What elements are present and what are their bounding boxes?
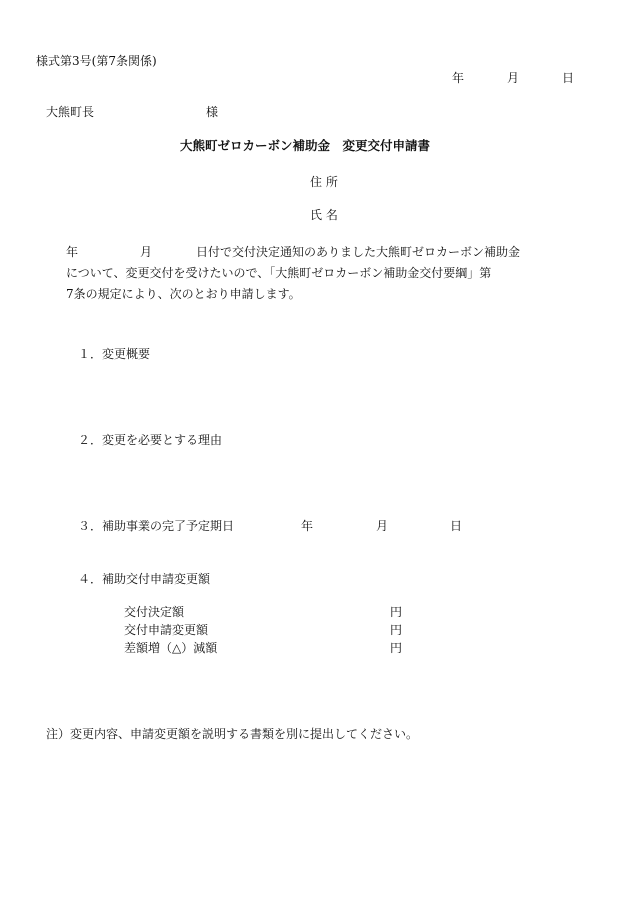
intro-line-2: について、変更交付を受けたいので、「大熊町ゼロカーボン補助金交付要綱」第 <box>66 266 492 280</box>
changed-amount-unit: 円 <box>390 623 403 637</box>
date-year-label: 年 <box>452 71 465 85</box>
intro-paragraph <box>66 242 566 305</box>
difference-amount-label: 差額増（△）減額 <box>124 641 218 655</box>
section-1-heading: １．変更概要 <box>78 347 151 361</box>
addressee-name: 大熊町長 <box>46 105 95 119</box>
decided-amount-unit: 円 <box>390 605 403 619</box>
section-3-heading: ３．補助事業の完了予定期日 <box>78 519 235 533</box>
intro-line-1-rest: 日付で交付決定通知のありました大熊町ゼロカーボン補助金 <box>196 245 521 259</box>
date-day-label: 日 <box>562 71 575 85</box>
section-2-heading: ２．変更を必要とする理由 <box>78 433 223 447</box>
name-label: 氏 名 <box>310 208 338 222</box>
section-4-heading: ４．補助交付申請変更額 <box>78 572 211 586</box>
footnote: 注）変更内容、申請変更額を説明する書類を別に提出してください。 <box>46 727 419 741</box>
address-label: 住 所 <box>310 175 338 189</box>
addressee-honorific: 様 <box>206 105 219 119</box>
intro-line-3: 7条の規定により、次のとおり申請します。 <box>66 287 301 301</box>
difference-amount-unit: 円 <box>390 641 403 655</box>
intro-month: 月 <box>140 245 153 259</box>
decided-amount-label: 交付決定額 <box>124 605 185 619</box>
completion-year-label: 年 <box>301 519 314 533</box>
intro-line-1 <box>66 242 566 263</box>
form-number: 様式第3号(第7条関係) <box>36 54 157 68</box>
document-title: 大熊町ゼロカーボン補助金 変更交付申請書 <box>180 138 431 153</box>
completion-day-label: 日 <box>450 519 463 533</box>
intro-year: 年 <box>66 245 79 259</box>
date-month-label: 月 <box>507 71 520 85</box>
completion-month-label: 月 <box>376 519 389 533</box>
changed-amount-label: 交付申請変更額 <box>124 623 209 637</box>
